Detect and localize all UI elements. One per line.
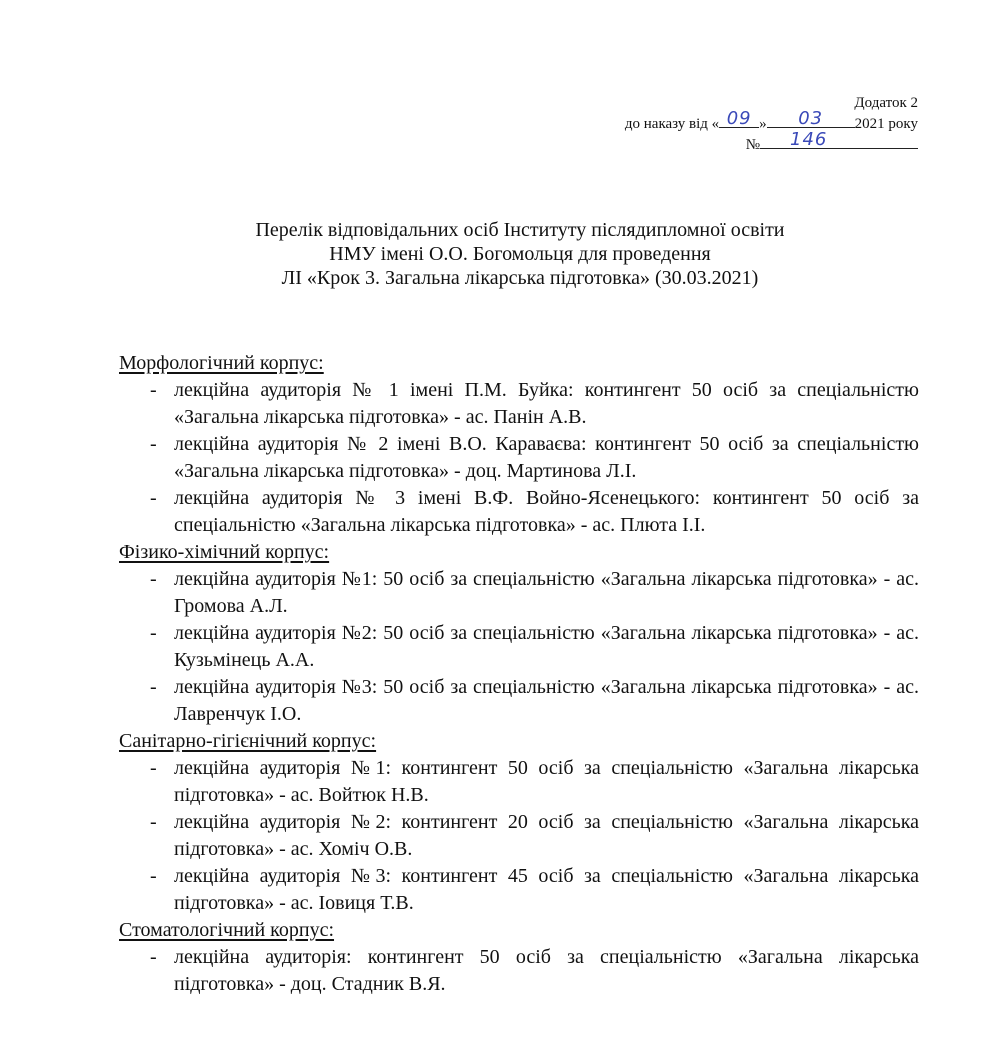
list-item: [119, 755, 919, 809]
order-quote-close: »: [759, 116, 767, 132]
list-item: [119, 620, 919, 674]
section-heading: Санітарно-гігієнічний корпус:: [119, 730, 377, 752]
order-header: [558, 94, 918, 155]
order-day-handwritten: 09: [726, 108, 752, 129]
list-item: [119, 485, 919, 539]
order-day-field: [719, 108, 759, 129]
auditorium-list: [119, 377, 919, 539]
list-item: [119, 944, 919, 998]
order-prefix: до наказу від «: [624, 116, 720, 132]
list-item: [119, 863, 919, 917]
list-marker: -: [150, 487, 157, 509]
list-item-text: лекційна аудиторія №1: контингент 50 осіб за спеціальністю «Загальна лікарська підготовка» - ас. Войтюк Н.В.: [174, 757, 919, 806]
document-title: [0, 218, 993, 290]
order-year: 2021 року: [854, 116, 918, 132]
list-item-text: лекційна аудиторія №3: контингент 45 осіб за спеціальністю «Загальна лікарська підготовка» - ас. Іовиця Т.В.: [174, 865, 919, 914]
order-month-handwritten: 03: [798, 108, 824, 129]
list-item-text: лекційна аудиторія № 2 імені В.О. Караваєва: контингент 50 осіб за спеціальністю «Загальна лікарська підготовка» - доц. Мартинова Л.І.: [174, 433, 919, 482]
list-item-text: лекційна аудиторія № 3 імені В.Ф. Войно-Ясенецького: контингент 50 осіб за спеціальністю «Загальна лікарська підготовка» - ас. Плюта І.І.: [174, 487, 919, 536]
list-item: [119, 431, 919, 485]
section-dentistry: [119, 917, 919, 998]
section-sanitary-hygiene: [119, 728, 919, 917]
list-marker: -: [150, 433, 157, 455]
appendix-label: Додаток 2: [854, 95, 918, 111]
list-marker: -: [150, 811, 157, 833]
order-number-field: [760, 129, 918, 150]
list-marker: -: [150, 757, 157, 779]
list-marker: -: [150, 622, 157, 644]
list-item-text: лекційна аудиторія №2: 50 осіб за спеціальністю «Загальна лікарська підготовка» - ас. Кузьмінець А.А.: [174, 622, 919, 671]
responsible-persons-list: [119, 350, 919, 998]
list-marker: -: [150, 865, 157, 887]
list-item-text: лекційна аудиторія: контингент 50 осіб за спеціальністю «Загальна лікарська підготовка» - доц. Стадник В.Я.: [174, 946, 919, 995]
section-heading: Стоматологічний корпус:: [119, 919, 335, 941]
auditorium-list: [119, 944, 919, 998]
order-date-line: [558, 108, 918, 134]
title-line-3: ЛІ «Крок 3. Загальна лікарська підготовка» (30.03.2021): [281, 267, 759, 289]
order-number-handwritten: 146: [790, 129, 828, 150]
section-heading: Фізико-хімічний корпус:: [119, 541, 330, 563]
list-marker: -: [150, 568, 157, 590]
list-marker: -: [150, 379, 157, 401]
title-line-2: НМУ імені О.О. Богомольця для проведення: [329, 243, 711, 265]
section-heading: Морфологічний корпус:: [119, 352, 324, 374]
list-marker: -: [150, 676, 157, 698]
auditorium-list: [119, 566, 919, 728]
order-number-prefix: №: [745, 137, 760, 153]
list-item: [119, 566, 919, 620]
list-marker: -: [150, 946, 157, 968]
list-item-text: лекційна аудиторія №3: 50 осіб за спеціальністю «Загальна лікарська підготовка» - ас. Лавренчук І.О.: [174, 676, 919, 725]
list-item-text: лекційна аудиторія №2: контингент 20 осіб за спеціальністю «Загальна лікарська підготовка» - ас. Хоміч О.В.: [174, 811, 919, 860]
auditorium-list: [119, 755, 919, 917]
title-line-1: Перелік відповідальних осіб Інституту післядипломної освіти: [255, 219, 785, 241]
list-item: [119, 674, 919, 728]
list-item: [119, 809, 919, 863]
list-item-text: лекційна аудиторія №1: 50 осіб за спеціальністю «Загальна лікарська підготовка» - ас. Громова А.Л.: [174, 568, 919, 617]
order-number-line: [558, 129, 918, 155]
list-item-text: лекційна аудиторія № 1 імені П.М. Буйка: контингент 50 осіб за спеціальністю «Загальна лікарська підготовка» - ас. Панін А.В.: [174, 379, 919, 428]
section-physics-chemistry: [119, 539, 919, 728]
order-month-field: [767, 108, 855, 129]
section-morphology: [119, 350, 919, 539]
list-item: [119, 377, 919, 431]
